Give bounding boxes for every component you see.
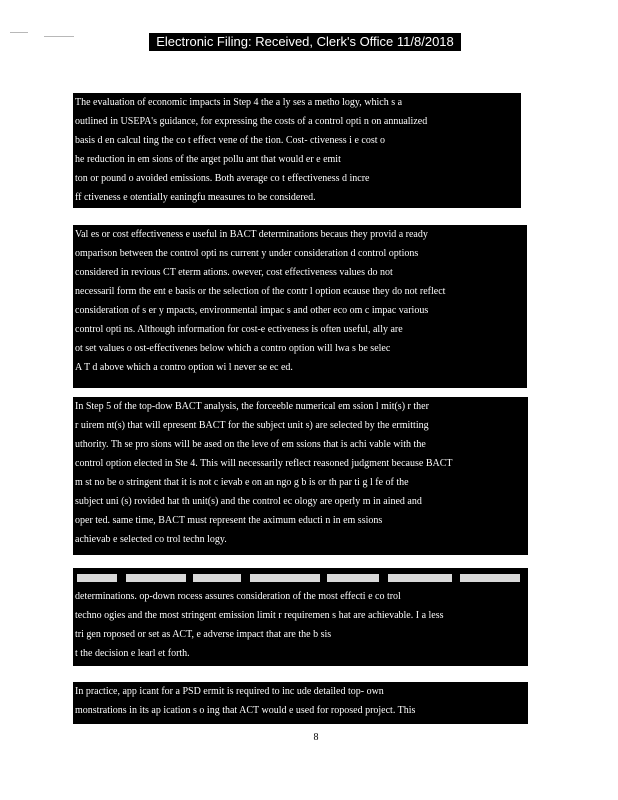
text-line: necessaril form the ent e basis or the selection of the contr l option ecause they do not reflect: [75, 286, 446, 297]
text-line: control opti ns. Although information for cost-e ectiveness is often useful, ally are: [75, 324, 403, 335]
text-line: In practice, app icant for a PSD ermit is required to inc ude detailed top- own: [75, 686, 384, 697]
text-line: ot set values o ost-effectivenes below which a contro option will lwa s be selec: [75, 343, 391, 354]
text-line: control option elected in Ste 4. This will necessarily reflect reasoned judgment because BACT: [75, 458, 453, 469]
text-line: determinations. op-down rocess assures consideration of the most effecti e co trol: [75, 591, 401, 602]
text-line: techno ogies and the most stringent emission limit r requiremen s hat are achievable. I a less: [75, 610, 444, 621]
text-line: ton or pound o avoided emissions. Both average co t effectiveness d incre: [75, 173, 370, 184]
text-line: ff ctiveness e otentially eaningfu measures to be considered.: [75, 192, 316, 203]
text-line: consideration of s er y mpacts, environmental impac s and other eco om c impac various: [75, 305, 429, 316]
scan-speck: [44, 36, 74, 37]
paragraph-economic-impacts: [73, 93, 521, 208]
page-number: 8: [313, 732, 319, 743]
text-line: A T d above which a contro option wi l never se ec ed.: [75, 362, 293, 373]
text-line: tri gen roposed or set as ACT, e adverse impact that are the b sis: [75, 629, 332, 640]
paragraph-step-5: [73, 397, 528, 555]
text-line: he reduction in em sions of the arget pollu ant that would er e emit: [75, 154, 341, 165]
text-line: m st no be o stringent that it is not c ievab e on an ngo g b is or th par ti g l fe of the: [75, 477, 409, 488]
text-line: basis d en calcul ting the co t effect vene of the tion. Cost- ctiveness i e cost o: [75, 135, 386, 146]
paragraph-cost-effectiveness: [73, 225, 527, 388]
paragraph-top-down-process: [73, 568, 528, 666]
text-line: Val es or cost effectiveness e useful in BACT determinations becaus they provid a ready: [75, 229, 428, 240]
text-line: outlined in USEPA's guidance, for expressing the costs of a control opti n on annualized: [75, 116, 428, 127]
filing-stamp: Electronic Filing: Received, Clerk's Office 11/8/2018: [149, 33, 461, 51]
scan-speck: [10, 32, 28, 33]
text-line: uthority. Th se pro sions will be ased on the leve of em ssions that is achi vable with the: [75, 439, 426, 450]
text-line: considered in revious CT eterm ations. owever, cost effectiveness values do not: [75, 267, 393, 278]
text-line: oper ted. same time, BACT must represent the aximum educti n in em ssions: [75, 515, 383, 526]
text-line: t the decision e learl et forth.: [75, 648, 190, 659]
illegible-line: [73, 568, 528, 587]
text-line: achievab e selected co trol techn logy.: [75, 534, 227, 545]
text-line: monstrations in its ap ication s o ing that ACT would e used for roposed project. This: [75, 705, 416, 716]
paragraph-in-practice: [73, 682, 528, 724]
text-line: r uirem nt(s) that will epresent BACT for the subject unit s) are selected by the ermitting: [75, 420, 429, 431]
text-line: The evaluation of economic impacts in Step 4 the a ly ses a metho logy, which s a: [75, 97, 403, 108]
text-line: omparison between the control opti ns current y under consideration d control options: [75, 248, 419, 259]
text-line: subject uni (s) rovided hat th unit(s) and the control ec ology are operly m in ained and: [75, 496, 422, 507]
text-line: In Step 5 of the top-dow BACT analysis, the forceeble numerical em ssion l mit(s) r ther: [75, 401, 429, 412]
